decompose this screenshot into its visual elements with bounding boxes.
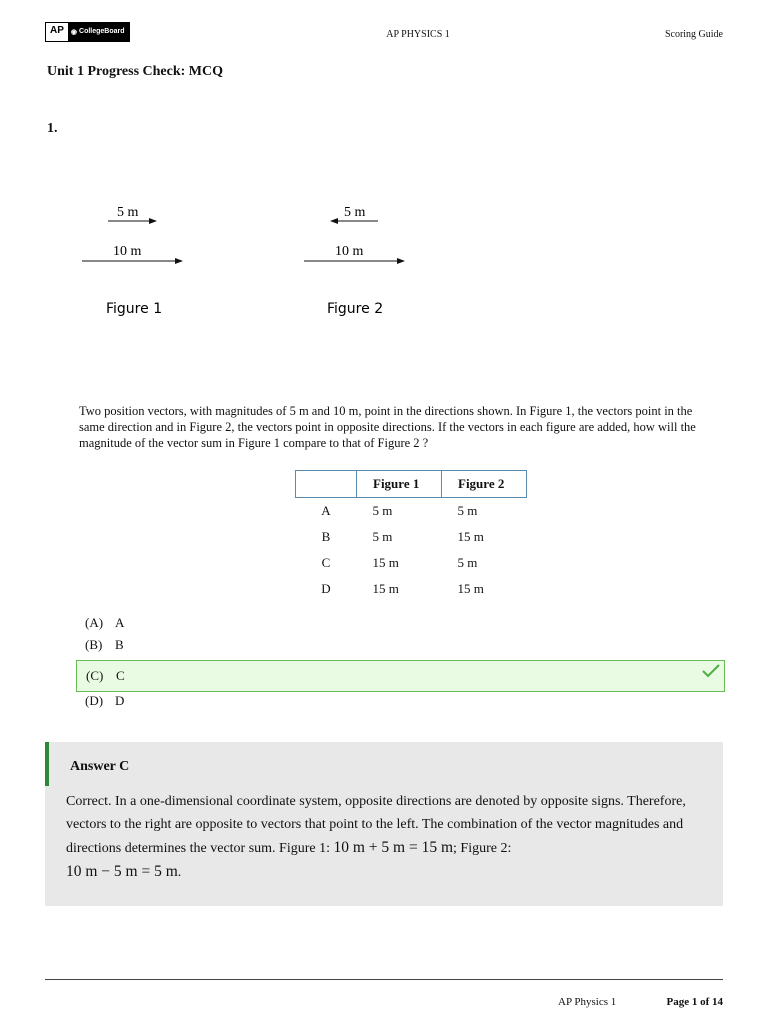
- table-header-cell: Figure 1: [357, 471, 442, 498]
- table-cell: 5 m: [457, 555, 478, 570]
- choice-text: B: [115, 637, 124, 652]
- table-cell: 15 m: [372, 555, 399, 570]
- header-doc-type: Scoring Guide: [664, 29, 723, 40]
- answer-title: Answer C: [70, 759, 130, 774]
- answer-accent-bar: [45, 742, 49, 786]
- page-number: Page 1 of 14: [666, 996, 723, 1008]
- choice-c-correct[interactable]: [76, 660, 725, 692]
- table-header-cell: [296, 471, 357, 498]
- vector-figure: [70, 195, 430, 325]
- logo-ap-text: AP: [46, 23, 68, 41]
- table-cell: C: [321, 555, 331, 570]
- table-cell: 15 m: [457, 529, 484, 544]
- options-table: [295, 470, 527, 602]
- answer-explanation: Correct. In a one-dimensional coordinate system, opposite directions are denoted by opposite signs. Therefore, vectors to the right are opposite to vectors that point to the left. The combination of the vector magnitudes and directions determines the vector sum. Figure 1: 10 m + 5 m = 15 m; Figure 2: 10 m − 5 m = 5 m.: [66, 794, 686, 880]
- choice-letter: (C): [86, 668, 104, 683]
- fig2-short-label: 5 m: [344, 205, 366, 220]
- logo-collegeboard-text: ◉ CollegeBoard: [68, 23, 129, 41]
- choice-letter: (B): [85, 637, 103, 652]
- fig1-short-label: 5 m: [117, 205, 139, 220]
- table-row: [296, 524, 527, 550]
- table-header-row: [296, 471, 527, 498]
- table-cell: B: [321, 529, 331, 544]
- table-cell: 5 m: [457, 503, 478, 518]
- choice-d[interactable]: [85, 693, 124, 709]
- choice-a[interactable]: [85, 615, 124, 631]
- header-course: AP PHYSICS 1: [386, 29, 450, 40]
- page-title: Unit 1 Progress Check: MCQ: [47, 64, 224, 79]
- fig1-caption: Figure 1: [106, 301, 163, 317]
- footer-divider: [45, 979, 723, 980]
- fig1-long-label: 10 m: [113, 244, 142, 259]
- choice-text: A: [115, 615, 125, 630]
- table-header-cell: Figure 2: [442, 471, 527, 498]
- fig2-long-label: 10 m: [335, 244, 364, 259]
- table-cell: D: [321, 581, 331, 596]
- table-row: [296, 498, 527, 525]
- stem-math-5m: 5 m: [289, 404, 309, 418]
- checkmark-icon: [702, 664, 720, 678]
- stem-math-10m: 10 m: [332, 404, 359, 418]
- equation-figure-1: 10 m + 5 m = 15 m: [333, 839, 454, 856]
- table-cell: 5 m: [372, 503, 393, 518]
- choice-text: D: [115, 693, 125, 708]
- fig2-caption: Figure 2: [327, 301, 384, 317]
- acorn-icon: ◉: [70, 29, 78, 36]
- choice-letter: (A): [85, 615, 104, 630]
- table-cell: 15 m: [372, 581, 399, 596]
- table-cell: 15 m: [457, 581, 484, 596]
- choice-text: C: [116, 668, 125, 683]
- equation-figure-2: 10 m − 5 m = 5 m: [66, 863, 178, 880]
- table-row: [296, 576, 527, 602]
- footer-course: AP Physics 1: [558, 996, 617, 1008]
- choice-b[interactable]: [85, 637, 124, 653]
- table-cell: A: [321, 503, 331, 518]
- choice-letter: (D): [85, 693, 104, 708]
- question-stem: Two position vectors, with magnitudes of 5 m and 10 m, point in the directions shown. In Figure 1, the vectors point in the same direction and in Figure 2, the vectors point in opposite directions. If the vectors in each figure are added, how will the magnitude of the vector sum in Figure 1 compare to that of Figure 2 ?: [79, 404, 696, 450]
- table-row: [296, 550, 527, 576]
- table-cell: 5 m: [372, 529, 393, 544]
- question-number: 1.: [47, 121, 58, 136]
